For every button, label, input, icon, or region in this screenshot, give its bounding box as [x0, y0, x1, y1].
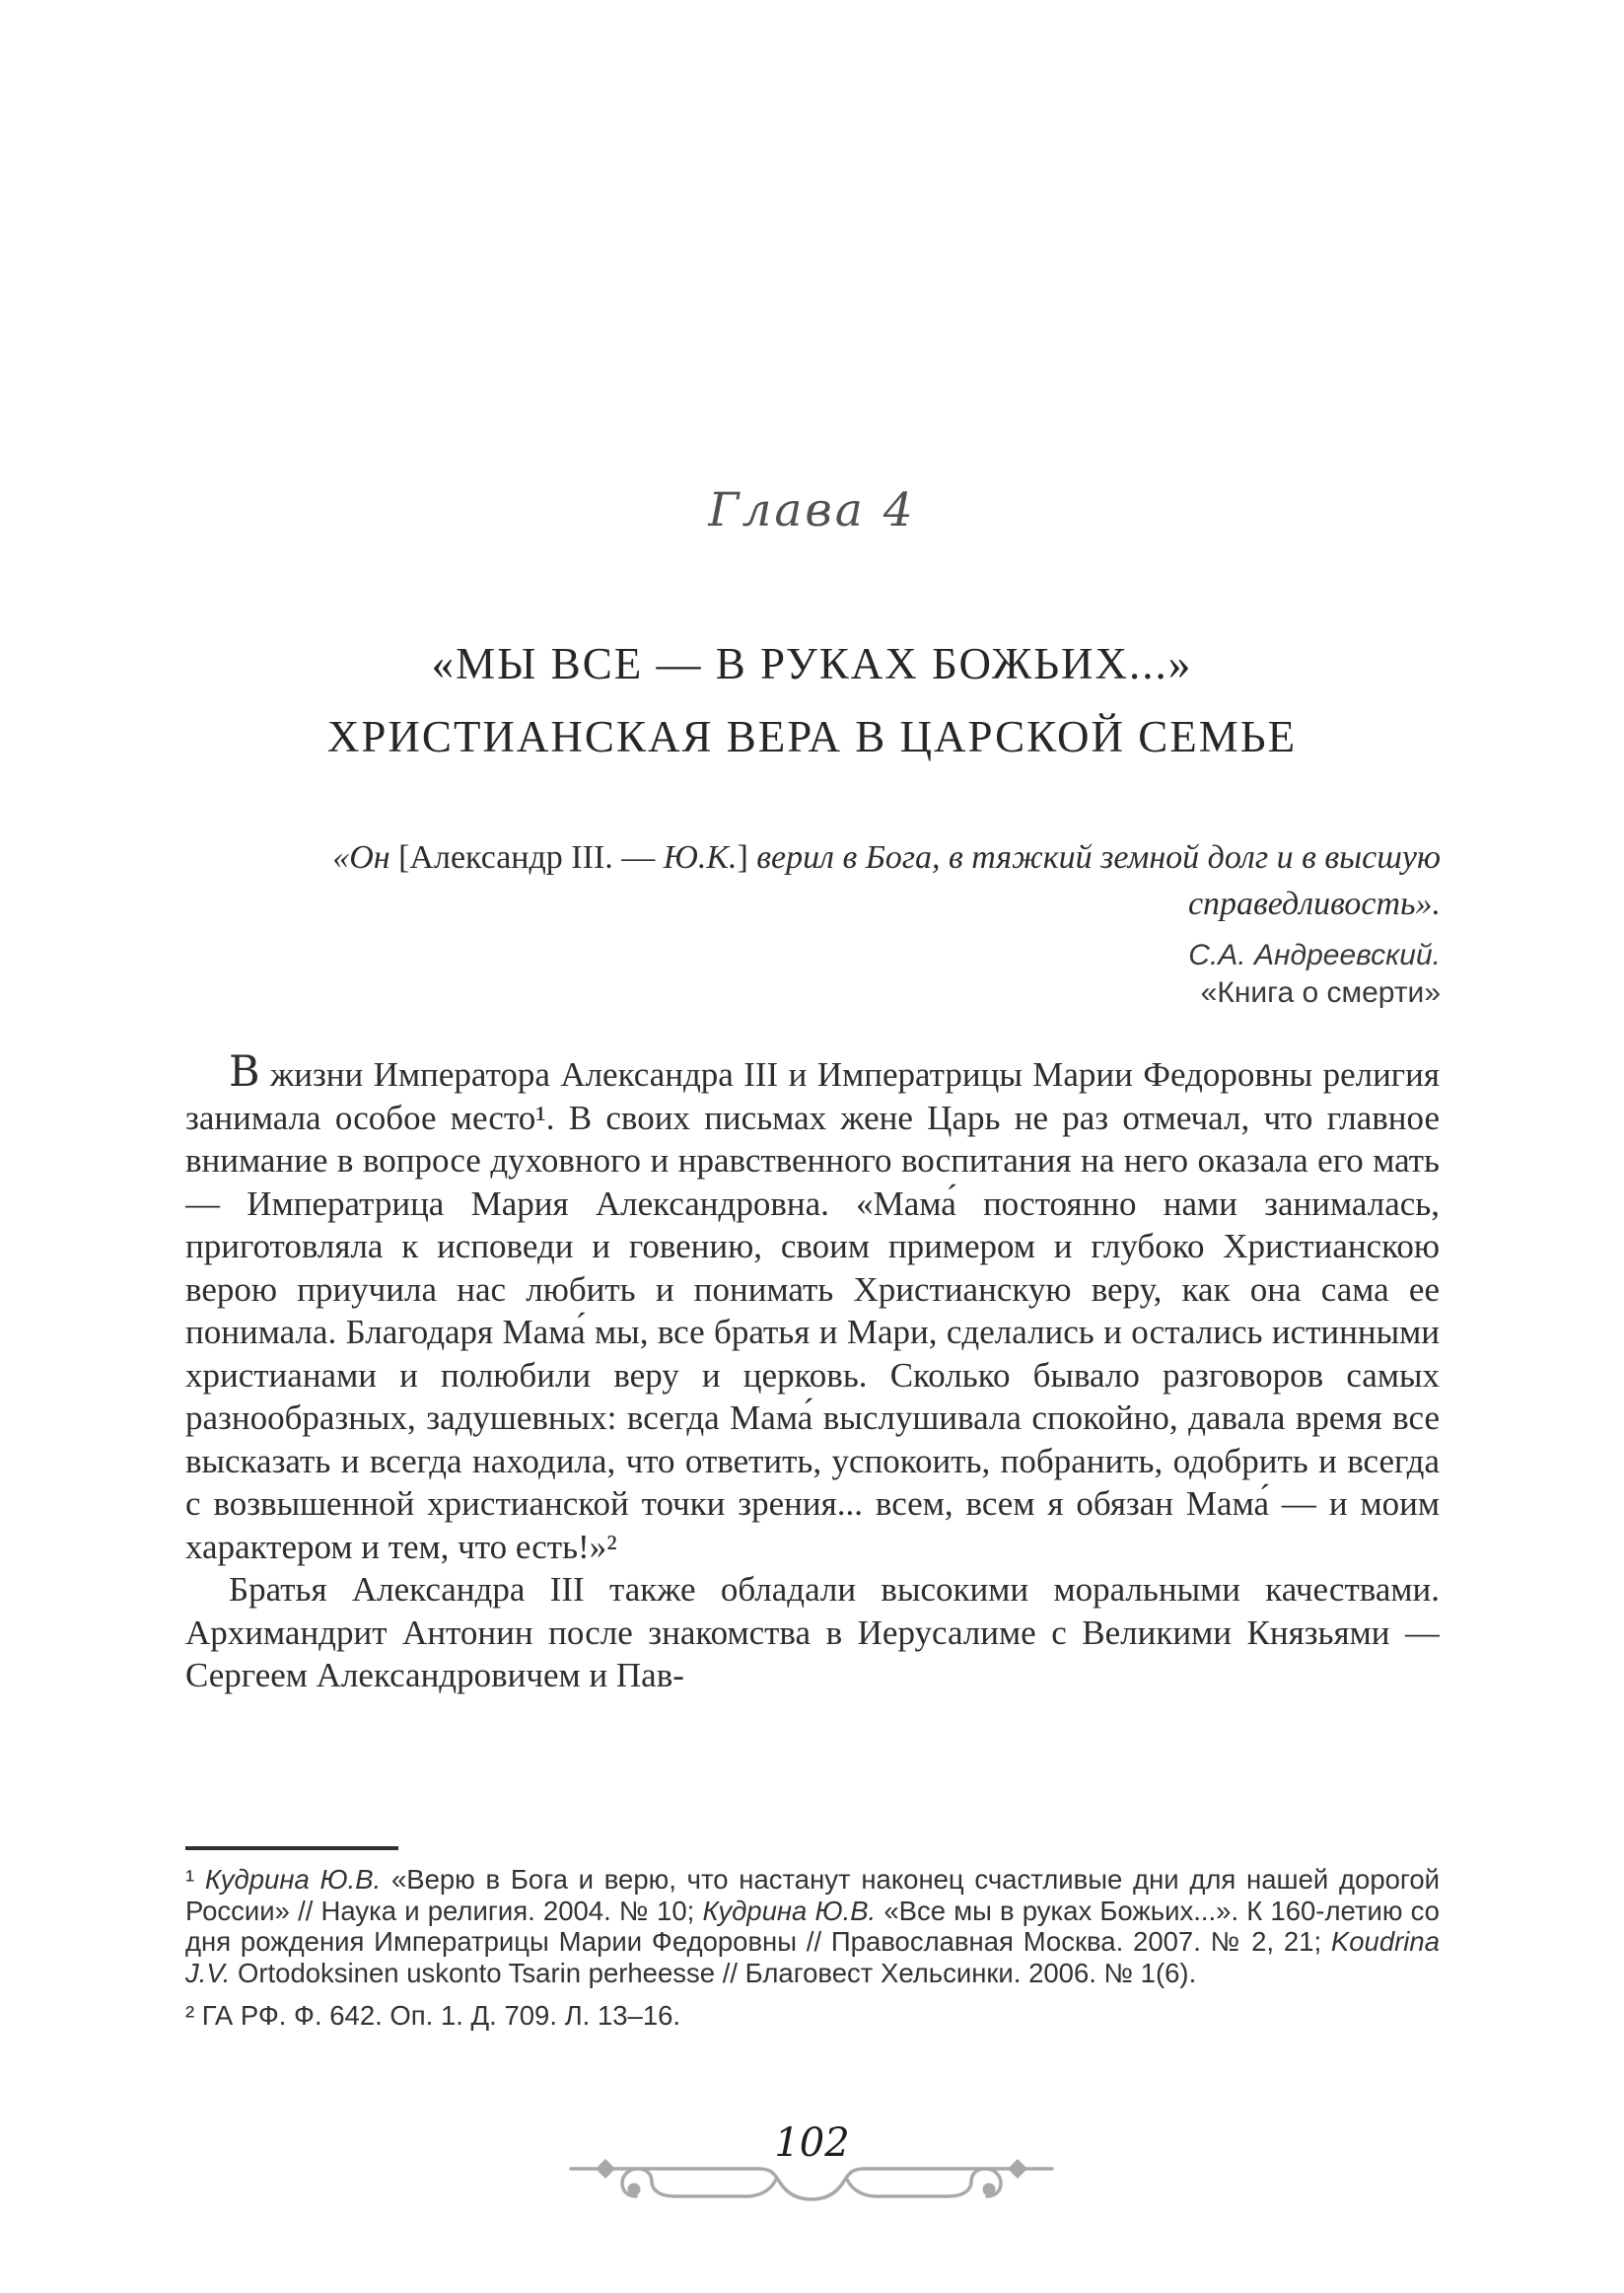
epigraph-quote — [325, 834, 1441, 927]
text-run-italic: «Он — [332, 839, 399, 876]
attribution-author: С.А. Андреевский. — [1188, 939, 1441, 971]
ornament-scroll-left — [622, 2169, 776, 2196]
body-text — [185, 1051, 1440, 1842]
text-run: Ortodoksinen uskonto Tsarin perheesse // Благовест Хельсинки. 2006. № 1(6). — [230, 1957, 1197, 1988]
page-title-line-1: «МЫ ВСЕ — В РУКАХ БОЖЬИХ...» — [431, 639, 1193, 688]
ornament-scroll-right — [847, 2169, 1001, 2196]
chapter-heading: Глава 4 — [708, 483, 916, 537]
text-run: ² ГА РФ. Ф. 642. Оп. 1. Д. 709. Л. 13–16. — [185, 2000, 681, 2031]
text-run: «Верю в Бога и верю, что настанут наконец счастливые дни для нашей дорогой России» // Наука и религия. 2004. № 10; — [185, 1864, 1440, 1926]
text-run: ] — [737, 839, 757, 876]
page-title — [0, 627, 1624, 773]
footnote-divider — [185, 1846, 398, 1850]
body-paragraph: В жизни Императора Александра III и Императрицы Марии Федоровны религия занимала особое место¹. В своих письмах жене Царь не раз отмечал, что главное внимание в вопросе духовного и нравственного воспитания на него оказала его мать — Императрица Мария Александровна. «Мама́ постоянно нами занималась, приготовляла к исповеди и говению, своим примером и глубоко Христианскою верою приучила нас любить и понимать Христианскую веру, как она сама ее понимала. Благодаря Мама́ мы, все братья и Мари, сделались и остались истинными христианами и полюбили веру и церковь. Сколько бывало разговоров самых разнообразных, задушевных: всегда Мама́ выслушивала спокойно, давала время все высказать и всегда находила, что ответить, успокоить, побранить, одобрить и всегда с возвышенной христианской точки зрения... всем, всем я обязан Мама́ — и моим характером и тем, что есть!»² — [185, 1051, 1440, 1568]
text-run-italic: Koudrina J.V. — [185, 1926, 1440, 1988]
text-run-italic: Ю.К. — [663, 839, 738, 876]
text-run: ¹ — [185, 1864, 205, 1895]
footnotes — [185, 1864, 1440, 2043]
page-number: 102 — [774, 2120, 850, 2166]
epigraph-attribution — [592, 937, 1441, 1012]
body-paragraph: Братья Александра III также обладали высокими моральными качествами. Архимандрит Антонин после знакомства в Иерусалиме с Великими Князьями — Сергеем Александровичем и Пав- — [185, 1570, 1440, 1694]
footnote — [185, 2000, 1440, 2032]
text-run: [Александр III. — — [398, 839, 664, 876]
page-title-line-2: ХРИСТИАНСКАЯ ВЕРА В ЦАРСКОЙ СЕМЬЕ — [326, 712, 1298, 761]
ornament-curl-left — [628, 2184, 641, 2196]
text-run-italic: верил в Бога, в тяжкий земной долг и в высшую справедливость». — [756, 839, 1441, 922]
text-run: «Все мы в руках Божьих...». К 160-летию со дня рождения Императрицы Марии Федоровны // Православная Москва. 2007. № 2, 21; — [185, 1895, 1440, 1957]
paragraph-initial-letter: В — [229, 1051, 260, 1097]
text-run-italic: Кудрина Ю.В. — [204, 1864, 382, 1895]
text-run-italic: Кудрина Ю.В. — [702, 1895, 877, 1926]
footnote — [185, 1864, 1440, 1988]
attribution-source: «Книга о смерти» — [1200, 976, 1441, 1009]
ornament-curl-right — [983, 2184, 996, 2196]
